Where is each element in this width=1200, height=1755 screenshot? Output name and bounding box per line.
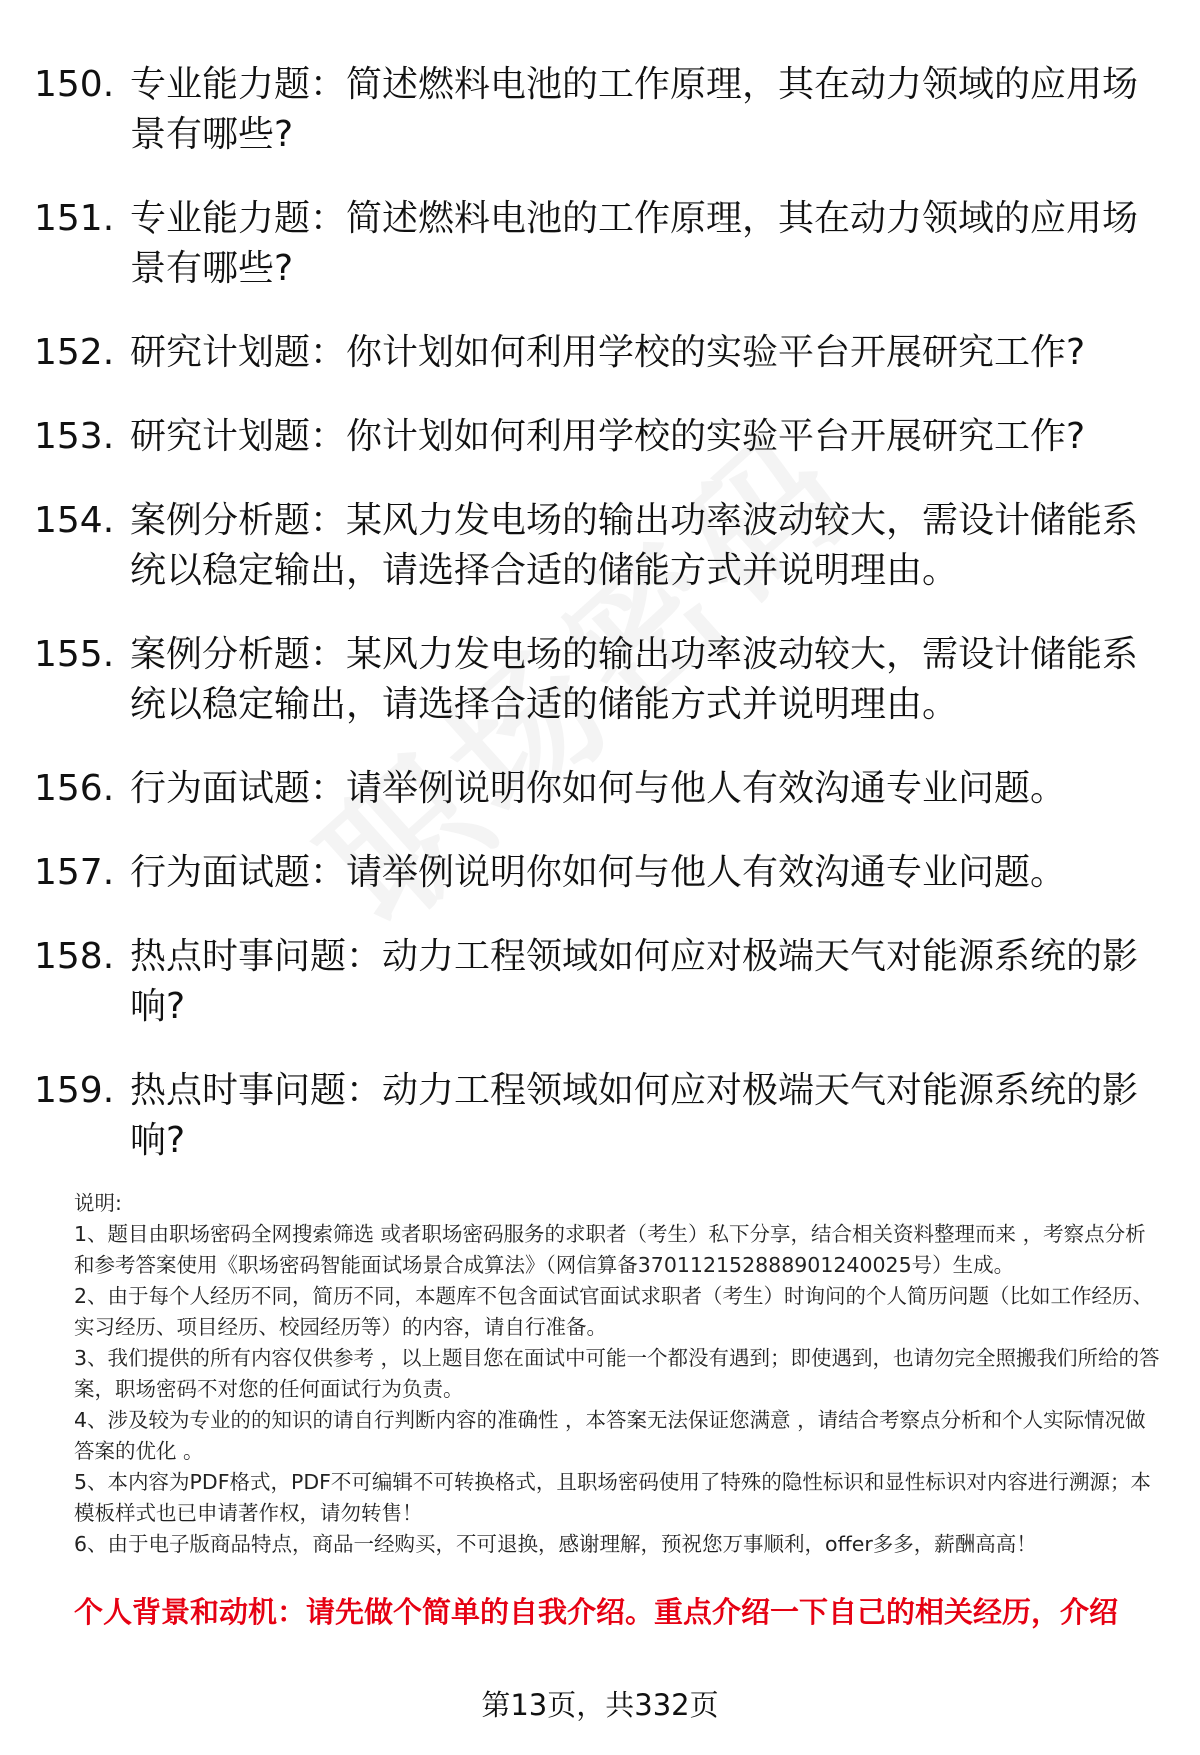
question-number: 152. [34,332,115,373]
question-text: 行为面试题：请举例说明你如何与他人有效沟通专业问题。 [130,768,1067,809]
question-number: 154. [34,500,115,541]
notes-section [74,1188,1164,1560]
list-item [34,496,1154,596]
page-number: 第13页，共332页 [481,1688,719,1722]
question-text: 热点时事问题：动力工程领域如何应对极端天气对能源系统的影响? [130,1070,1139,1161]
question-list [34,60,1154,1200]
question-text: 专业能力题：简述燃料电池的工作原理，其在动力领域的应用场景有哪些? [130,64,1139,155]
question-number: 150. [34,64,115,105]
question-text: 研究计划题：你计划如何利用学校的实验平台开展研究工作? [130,416,1086,457]
question-text: 热点时事问题：动力工程领域如何应对极端天气对能源系统的影响? [130,936,1139,1027]
question-number: 156. [34,768,115,809]
note-item: 6、由于电子版商品特点，商品一经购买，不可退换，感谢理解，预祝您万事顺利，offer多多，薪酬高高！ [74,1532,1037,1556]
question-number: 158. [34,936,115,977]
list-item [34,1066,1154,1166]
note-item: 2、由于每个人经历不同，简历不同，本题库不包含面试官面试求职者（考生）时询问的个人简历问题（比如工作经历、实习经历、项目经历、校园经历等）的内容，请自行准备。 [74,1284,1154,1339]
question-number: 153. [34,416,115,457]
note-item: 3、我们提供的所有内容仅供参考 ，以上题目您在面试中可能一个都没有遇到；即使遇到，也请勿完全照搬我们所给的答案，职场密码不对您的任何面试行为负责。 [74,1346,1160,1401]
list-item [34,194,1154,294]
question-text: 案例分析题：某风力发电场的输出功率波动较大，需设计储能系统以稳定输出，请选择合适的储能方式并说明理由。 [130,634,1139,725]
list-item [34,412,1154,462]
note-item: 5、本内容为PDF格式，PDF不可编辑不可转换格式，且职场密码使用了特殊的隐性标识和显性标识对内容进行溯源；本模板样式也已申请著作权，请勿转售！ [74,1470,1151,1525]
question-text: 研究计划题：你计划如何利用学校的实验平台开展研究工作? [130,332,1086,373]
question-number: 159. [34,1070,115,1111]
list-item [34,630,1154,730]
red-banner-question: 个人背景和动机：请先做个简单的自我介绍。重点介绍一下自己的相关经历，介绍 [74,1595,1119,1629]
notes-title: 说明: [74,1191,122,1215]
question-number: 155. [34,634,115,675]
list-item [34,932,1154,1032]
question-number: 151. [34,198,115,239]
question-text: 案例分析题：某风力发电场的输出功率波动较大，需设计储能系统以稳定输出，请选择合适的储能方式并说明理由。 [130,500,1139,591]
question-text: 行为面试题：请举例说明你如何与他人有效沟通专业问题。 [130,852,1067,893]
list-item [34,328,1154,378]
list-item [34,764,1154,814]
note-item: 1、题目由职场密码全网搜索筛选 或者职场密码服务的求职者（考生）私下分享，结合相关资料整理而来 ，考察点分析和参考答案使用《职场密码智能面试场景合成算法》（网信算备370112152888901240025号）生成。 [74,1222,1146,1277]
list-item [34,848,1154,898]
list-item [34,60,1154,160]
question-text: 专业能力题：简述燃料电池的工作原理，其在动力领域的应用场景有哪些? [130,198,1139,289]
question-number: 157. [34,852,115,893]
note-item: 4、涉及较为专业的的知识的请自行判断内容的准确性 ，本答案无法保证您满意 ，请结合考察点分析和个人实际情况做答案的优化 。 [74,1408,1146,1463]
